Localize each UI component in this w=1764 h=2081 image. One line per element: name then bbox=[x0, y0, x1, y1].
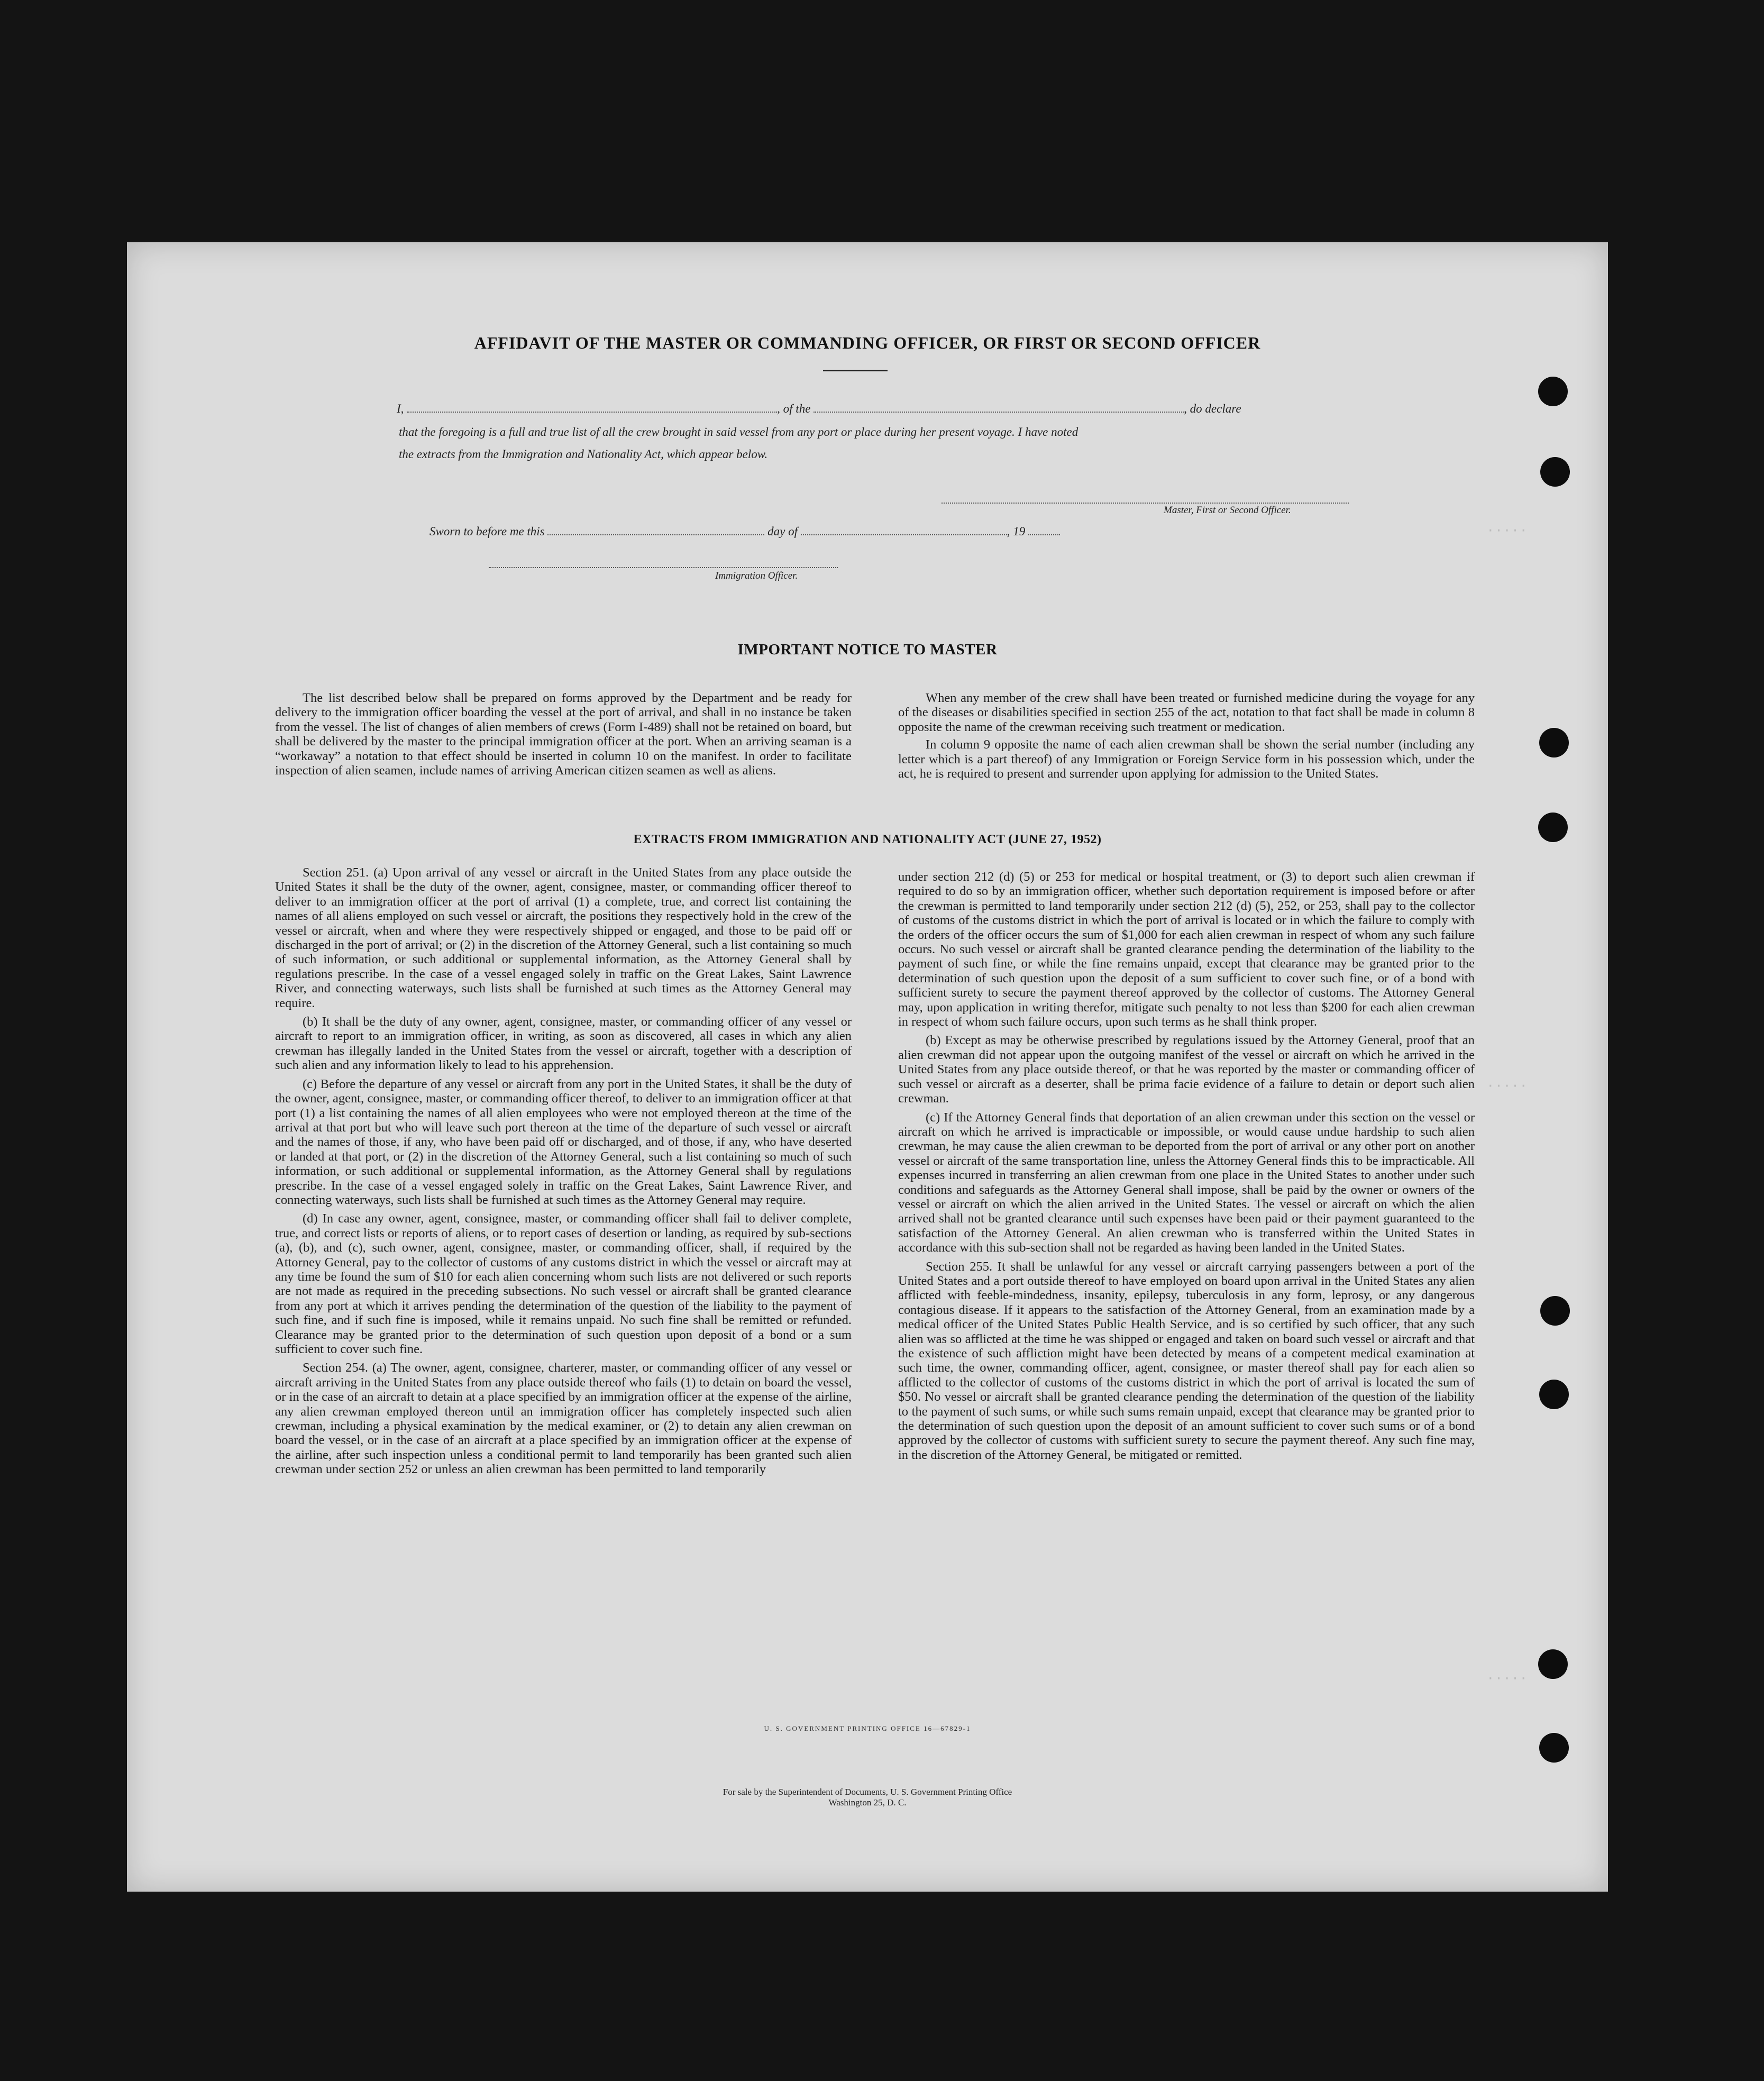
sworn-label: Sworn to before me this bbox=[429, 525, 545, 538]
extracts-right-column bbox=[898, 870, 1475, 1462]
bleed-through-texture: ····· bbox=[1486, 523, 1528, 538]
extract-paragraph: (d) In case any owner, agent, consignee, master, or commanding officer shall fail to deliver complete, true, and correct lists or reports of aliens, or to report cases of desertion or landing, as required by sub-sections (a), (b), and (c), such owner, agent, consignee, master, or commanding officer, shall, if required by the Attorney General, pay to the collector of customs of any customs district in which the vessel or aircraft may at any time be found the sum of $10 for each alien concerning whom such lists are not delivered or such reports are not made as required in the preceding subsections. No such vessel or aircraft shall be granted clearance from any port at which it arrives pending the determination of the question of the liability to the payment of such fine, and if such fine is imposed, while it remains unpaid. No such fine shall be remitted or refunded. Clearance may be granted prior to the determination of such question upon deposit of a bond or a sum sufficient to cover such fine. bbox=[275, 1211, 852, 1356]
sworn-year-blank bbox=[1028, 534, 1060, 535]
officer-signature-line bbox=[489, 567, 838, 568]
affidavit-line-2: that the foregoing is a full and true list of all the crew brought in said vessel from any port or place during her present voyage. I have noted bbox=[399, 425, 1078, 439]
sale-line-2: Washington 25, D. C. bbox=[828, 1797, 907, 1808]
vessel-blank bbox=[814, 411, 1184, 413]
punch-hole bbox=[1538, 1649, 1568, 1679]
extracts-title: EXTRACTS FROM IMMIGRATION AND NATIONALITY ACT (JUNE 27, 1952) bbox=[633, 833, 1102, 846]
notice-title: IMPORTANT NOTICE TO MASTER bbox=[737, 641, 998, 658]
extract-paragraph: Section 251. (a) Upon arrival of any vessel or aircraft in the United States from any place outside the United States it shall be the duty of the owner, agent, consignee, master, or commanding officer thereof to deliver to an immigration officer at the port of arrival (1) a complete, true, and correct list containing the names of all aliens employed on such vessel or aircraft, the positions they respectively hold in the crew of the vessel or aircraft, when and where they were respectively shipped or engaged, and those to be paid off or discharged in the port of arrival; or (2) in the discretion of the Attorney General, such a list containing so much of such information, or such additional or supplemental information, as the Attorney General shall by regulations prescribe. In the case of a vessel engaged solely in traffic on the Great Lakes, Saint Lawrence River, and connecting waterways, such lists shall be furnished at such times as the Attorney General may require. bbox=[275, 865, 852, 1010]
punch-hole bbox=[1540, 1296, 1570, 1326]
punch-hole bbox=[1539, 1380, 1569, 1409]
day-of-label: day of bbox=[767, 525, 798, 538]
notice-paragraph: The list described below shall be prepared on forms approved by the Department and be ready for delivery to the immigration officer boarding the vessel at the port of arrival, and shall in no instance be taken from the vessel. The list of changes of alien members of crews (Form I-489) shall not be retained on board, but shall be delivered by the master to the principal immigration officer at the port. When an arriving seaman is a “workaway” a notation to that effect should be inserted in column 10 on the manifest. In order to facilitate inspection of alien seamen, include names of arriving American citizen seamen as well as aliens. bbox=[275, 691, 852, 778]
sworn-month-blank bbox=[801, 534, 1007, 535]
extract-paragraph: Section 254. (a) The owner, agent, consignee, charterer, master, or commanding officer of any vessel or aircraft arriving in the United States from any place outside thereof who fails (1) to detain on board the vessel, or in the case of an aircraft to detain at a place specified by an immigration officer at the expense of the airline, any alien crewman employed thereon until an immigration officer has completely inspected such alien crewman, including a physical examination by the medical examiner, or (2) to detain any alien crewman on board the vessel, or in the case of an aircraft at a place specified by an immigration officer at the expense of the airline, after such inspection unless a conditional permit to land temporarily has been granted such alien crewman under section 252 or unless an alien crewman has been permitted to land temporarily bbox=[275, 1361, 852, 1477]
printing-office-imprint: U. S. GOVERNMENT PRINTING OFFICE 16—67829-1 bbox=[764, 1724, 971, 1732]
extract-paragraph: (c) Before the departure of any vessel or aircraft from any port in the United States, it shall be the duty of the owner, agent, consignee, master, or commanding officer thereof, to deliver to an immigration officer at that port (1) a list containing the names of all alien employees who were not employed thereon at the time of the arrival at that port but who will leave such port thereon at the time of the departure of such vessel or aircraft and the names of those, if any, who have been paid off or discharged, and of those, if any, who have deserted or landed at that port, or (2) in the discretion of the Attorney General, such a list containing so much of such information, or such additional or supplemental information, as the Attorney General shall by regulations prescribe. In the case of a vessel engaged solely in traffic on the Great Lakes, Saint Lawrence River, and connecting waterways, such lists shall be furnished at such times as the Attorney General may require. bbox=[275, 1076, 852, 1207]
officer-caption: Immigration Officer. bbox=[715, 570, 798, 581]
name-blank bbox=[407, 411, 777, 413]
notice-paragraph: In column 9 opposite the name of each alien crewman shall be shown the serial number (including any letter which is a part thereof) of any Immigration or Foreign Service form in his possession which, under the act, he is required to present and surrender upon applying for admission to the United States. bbox=[898, 737, 1475, 781]
bleed-through-texture: ····· bbox=[1486, 1078, 1528, 1094]
affidavit-line-1 bbox=[397, 402, 1241, 416]
notice-right-column bbox=[898, 691, 1475, 781]
affidavit-title: AFFIDAVIT OF THE MASTER OR COMMANDING OFFICER, OR FIRST OR SECOND OFFICER bbox=[474, 333, 1261, 352]
extracts-left-column bbox=[275, 865, 852, 1477]
extract-paragraph: (b) It shall be the duty of any owner, agent, consignee, master, or commanding officer of any vessel or aircraft to report to an immigration officer, in writing, as soon as discovered, all cases in which any alien crewman has illegally landed in the United States from the vessel or aircraft, together with a description of such alien and any information likely to lead to his apprehension. bbox=[275, 1015, 852, 1073]
document-page bbox=[127, 242, 1608, 1892]
extract-paragraph: (b) Except as may be otherwise prescribed by regulations issued by the Attorney General, proof that an alien crewman did not appear upon the outgoing manifest of the vessel or aircraft on which he arrived in the United States from any place outside thereof, or that he was reported by the master or commanding officer of such vessel or aircraft as a deserter, shall be prima facie evidence of a failure to detain or deport such alien crewman. bbox=[898, 1033, 1475, 1106]
extract-paragraph: (c) If the Attorney General finds that deportation of an alien crewman under this section on the vessel or aircraft on which he arrived is impracticable or impossible, or would cause undue hardship to such alien crewman, he may cause the alien crewman to be deported from the port of arrival or any other port on another vessel or aircraft of the same transportation line, unless the Attorney General finds this to be impracticable. All expenses incurred in transferring an alien crewman from one place in the United States to another under such conditions and safeguards as the Attorney General shall impose, shall be paid by the owner or owners of the vessel or aircraft on which the alien arrived in the United States. The vessel or aircraft on which the alien arrived shall not be granted clearance until such expenses have been paid or their payment guaranteed to the satisfaction of the Attorney General. An alien crewman who is transferred within the United States in accordance with this sub-section shall not be regarded as having been landed in the United States. bbox=[898, 1110, 1475, 1255]
affidavit-line-3: the extracts from the Immigration and Nationality Act, which appear below. bbox=[399, 448, 768, 461]
bleed-through-texture: ····· bbox=[1486, 1671, 1528, 1686]
master-caption: Master, First or Second Officer. bbox=[1164, 505, 1291, 516]
extract-paragraph: under section 212 (d) (5) or 253 for medical or hospital treatment, or (3) to deport such alien crewman if required to do so by an immigration officer, whether such deportation requirement is imposed before or after the crewman is permitted to land temporarily under section 212 (d) (5), 252, or 253, shall pay to the collector of customs of the customs district in which the port of arrival is located or in which the failure to comply with the orders of the officer occurs the sum of $1,000 for each alien crewman in respect of whom any such failure occurs. No such vessel or aircraft shall be granted clearance pending the determination of the liability to the payment of such fine, or while the fine remains unpaid, except that clearance may be granted prior to the determination of such question upon the deposit of a sum sufficient to cover such fine, or of a bond with sufficient surety to secure the payment thereof approved by the collector of customs. The Attorney General may, upon application in writing therefor, mitigate such penalty to not less than $200 for each alien crewman in respect of whom such failure occurs, upon such terms as he shall think proper. bbox=[898, 870, 1475, 1029]
punch-hole bbox=[1540, 457, 1570, 487]
punch-hole bbox=[1539, 1733, 1569, 1763]
year-label: , 19 bbox=[1007, 525, 1026, 538]
title-rule bbox=[823, 370, 888, 371]
notice-left-column bbox=[275, 691, 852, 778]
master-signature-line bbox=[942, 503, 1349, 504]
sale-line-1: For sale by the Superintendent of Documents, U. S. Government Printing Office bbox=[723, 1787, 1012, 1797]
sale-notice bbox=[127, 1787, 1608, 1808]
affidavit-i: I, bbox=[397, 402, 404, 415]
punch-hole bbox=[1538, 377, 1568, 406]
notice-paragraph: When any member of the crew shall have been treated or furnished medicine during the voyage for any of the diseases or disabilities specified in section 255 of the act, notation to that fact shall be made in column 8 opposite the name of the crewman receiving such treatment or medication. bbox=[898, 691, 1475, 734]
sworn-day-blank bbox=[547, 534, 764, 535]
sworn-line bbox=[429, 525, 1060, 538]
affidavit-of-the: , of the bbox=[777, 402, 811, 415]
affidavit-declare: , do declare bbox=[1184, 402, 1241, 415]
extract-paragraph: Section 255. It shall be unlawful for any vessel or aircraft carrying passengers between a port of the United States and a port outside thereof to have employed on board upon arrival in the United States any alien afflicted with feeble-mindedness, insanity, epilepsy, tuberculosis in any form, leprosy, or any dangerous contagious disease. If it appears to the satisfaction of the Attorney General, from an examination made by a medical officer of the United States Public Health Service, and is so certified by such officer, that any such alien was so afflicted at the time he was shipped or engaged and taken on board such vessel or aircraft and that the existence of such affliction might have been detected by means of a competent medical examination at such time, the owner, commanding officer, agent, consignee, or master thereof shall pay for each alien so afflicted to the collector of customs of the customs district in which the port of arrival is located the sum of $50. No vessel or aircraft shall be granted clearance pending the determination of the question of the liability to the payment of such sums, or while such sums remain unpaid, except that clearance may be granted prior to the determination of such question upon the deposit of an amount sufficient to cover such sums or of a bond approved by the collector of customs with sufficient surety to secure the payment thereof. Any such fine may, in the discretion of the Attorney General, be mitigated or remitted. bbox=[898, 1259, 1475, 1462]
punch-hole bbox=[1539, 728, 1569, 757]
